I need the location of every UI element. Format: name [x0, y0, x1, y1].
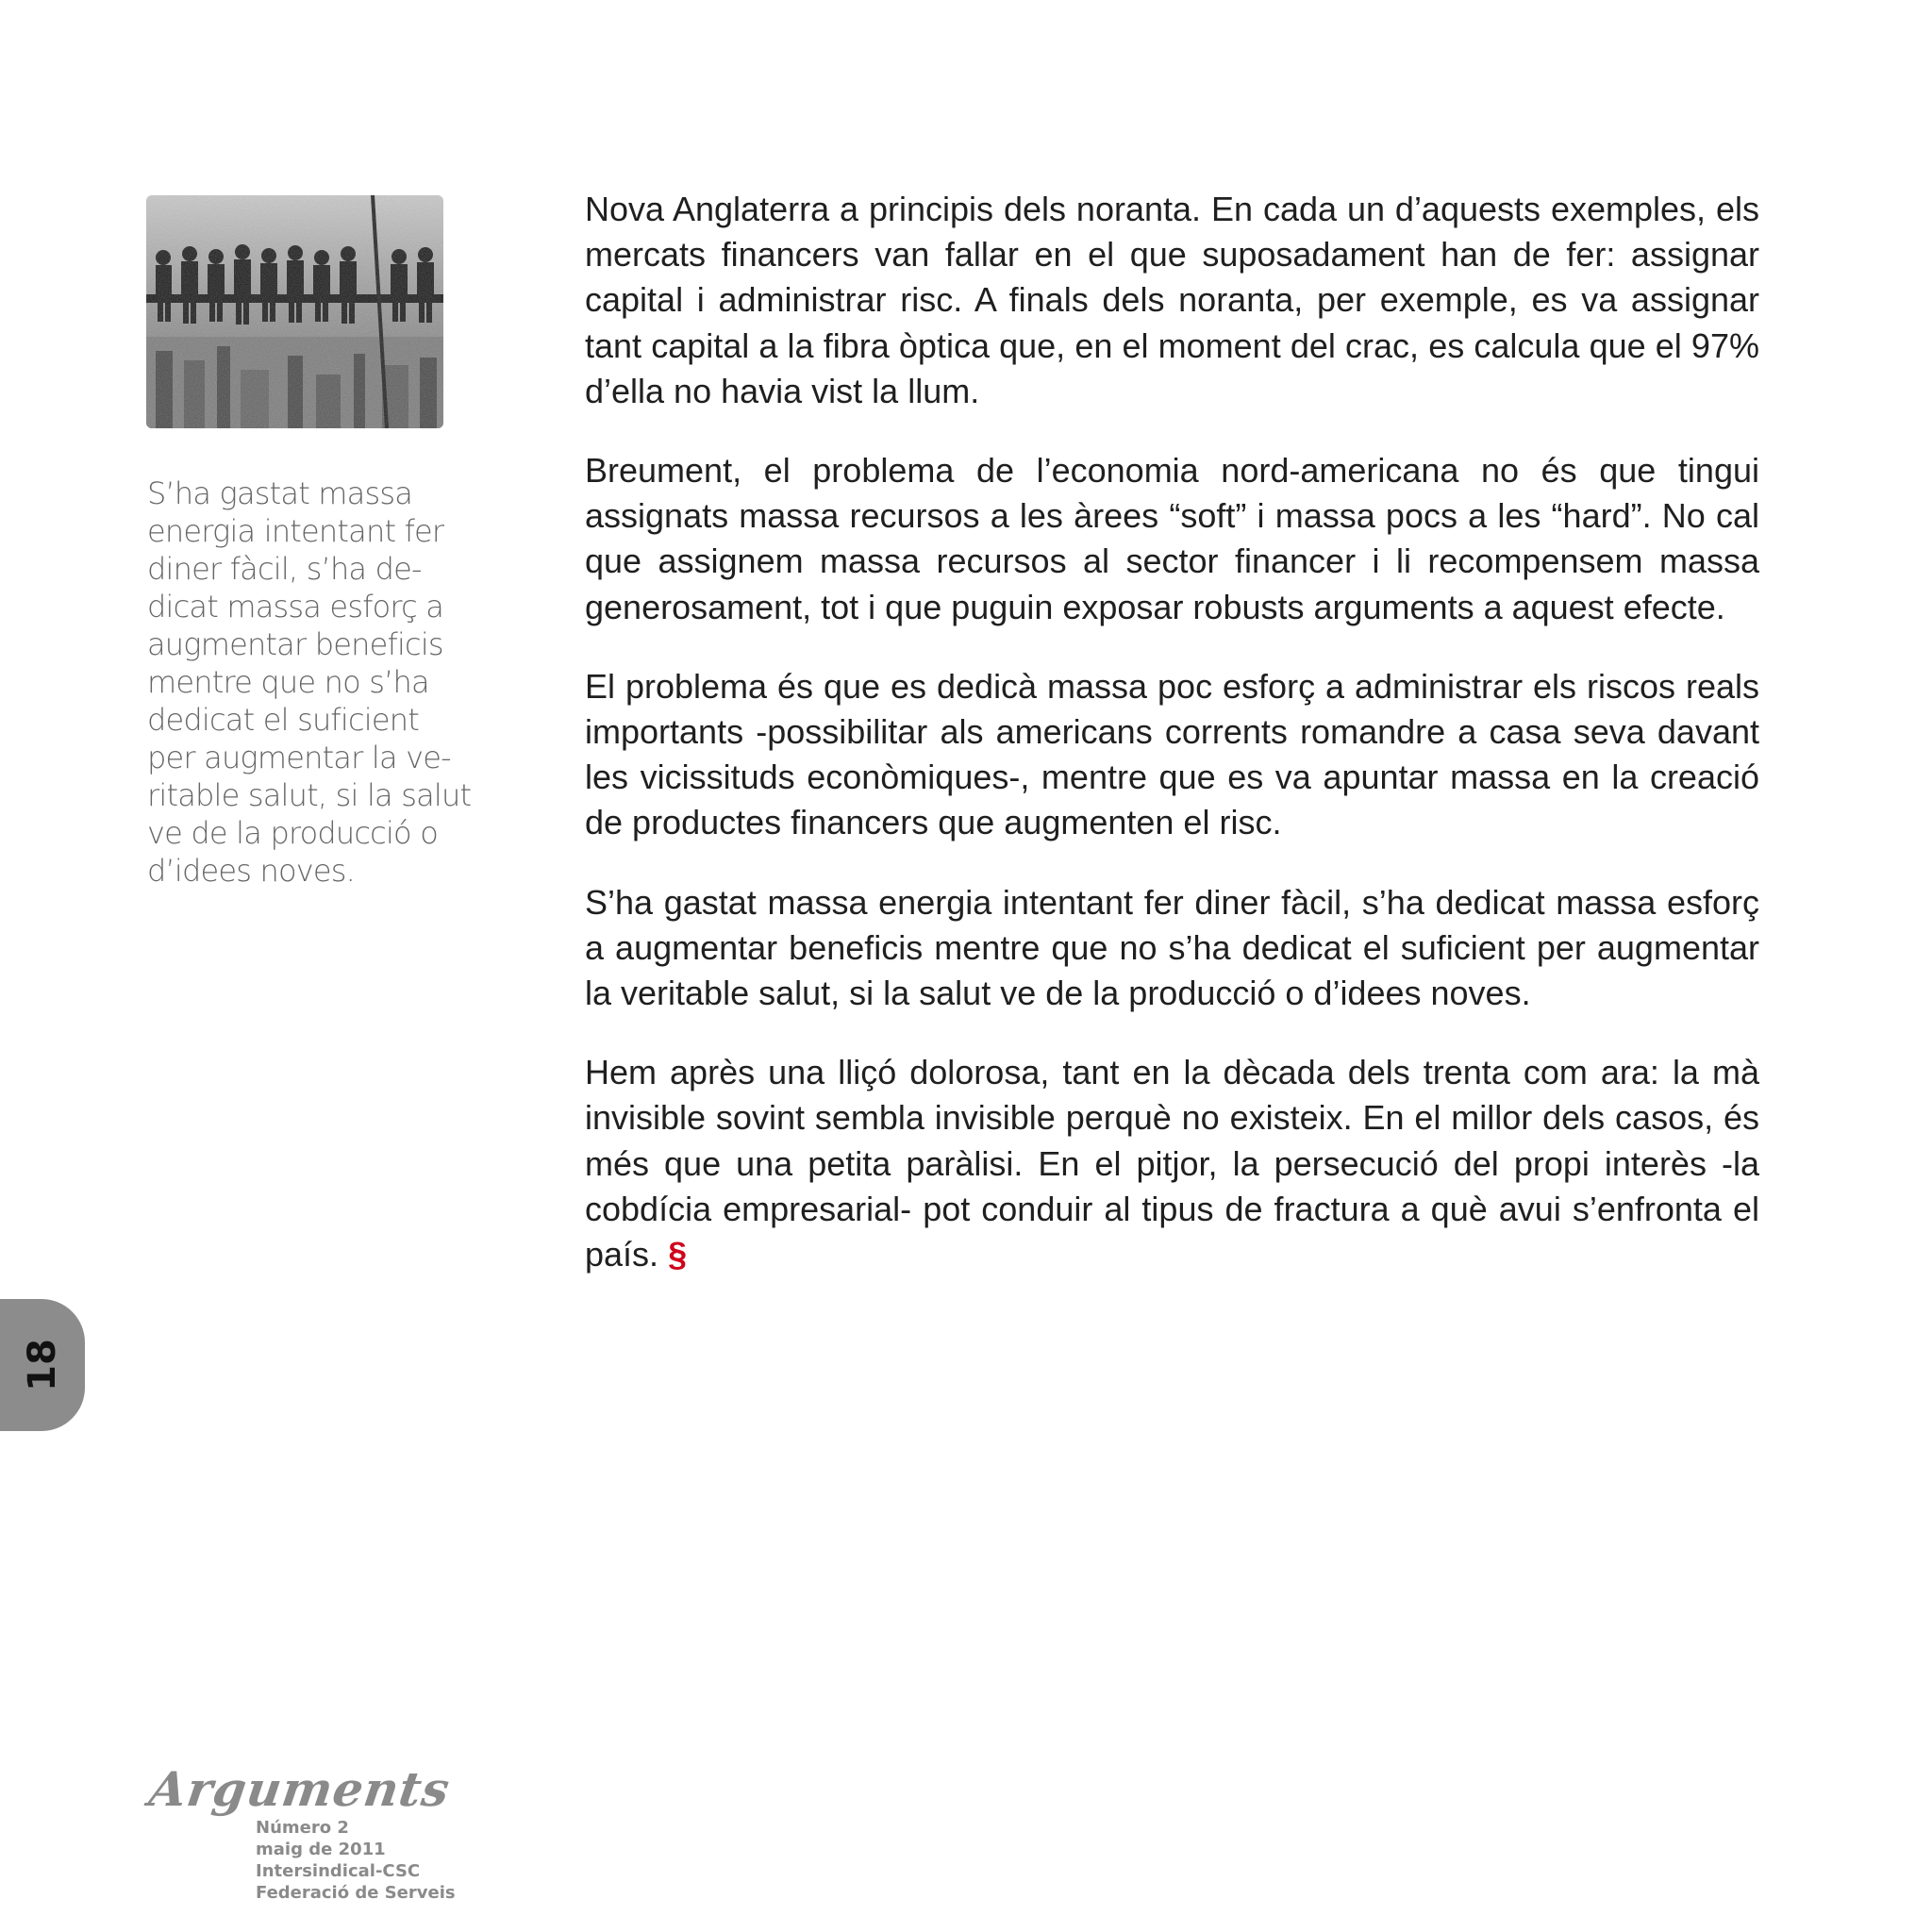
sidebar-pull-quote [147, 475, 472, 890]
issue-line: Intersindical-CSC [256, 1861, 421, 1881]
pull-quote-line: augmentar beneficis [147, 626, 443, 662]
article-paragraph: Nova Anglaterra a principis dels noranta. En cada un d’aquests exemples, els mercats financers van fallar en el que suposadament han de fer: assignar capital i administrar risc. A finals dels noranta, per exemple, es va assignar tant capital a la fibra òptica que, en el moment del crac, es calcula que el 97% d’ella no havia vist la llum. [585, 190, 1759, 410]
page-number-tab [0, 1299, 85, 1431]
pull-quote-line: d’idees noves. [147, 853, 356, 889]
issue-line: Federació de Serveis [256, 1883, 456, 1903]
page-number: 18 [21, 1339, 64, 1391]
arguments-logo: Arguments [145, 1761, 454, 1817]
pull-quote-line: per augmentar la ve- [147, 740, 451, 775]
publication-masthead [145, 1761, 458, 1904]
article-body [585, 187, 1759, 1311]
pull-quote-line: ritable salut, si la salut [147, 777, 472, 813]
issue-line: Número 2 [256, 1818, 349, 1838]
pull-quote-line: mentre que no s’ha [147, 664, 429, 700]
photo-graphic [146, 195, 443, 428]
section-end-mark: § [668, 1235, 688, 1274]
pull-quote-line: energia intentant fer [147, 513, 444, 549]
pull-quote-line: ve de la producció o [147, 815, 438, 851]
article-paragraph-text: Hem après una lliçó dolorosa, tant en la dècada dels trenta com ara: la mà invisible sovint sembla invisible perquè no existeix. En el millor dels casos, és més que una petita paràlisi. En el pitjor, la persecució del propi interès -la cobdícia empresarial- pot conduir al tipus de fractura a què avui s’enfronta el país. [585, 1053, 1759, 1274]
article-paragraph: El problema és que es dedicà massa poc esforç a administrar els riscos reals importants -possibilitar als americans corrents romandre a casa seva davant les vicissituds econòmiques-, mentre que es va apuntar massa en la creació de productes financers que augmenten el risc. [585, 666, 1759, 842]
article-paragraph: S’ha gastat massa energia intentant fer diner fàcil, s’ha dedicat massa esforç a augmentar beneficis mentre que no s’ha dedicat el suficient per augmentar la veritable salut, si la salut ve de la producció o d’idees noves. [585, 882, 1759, 1013]
pull-quote-line: S’ha gastat massa [147, 475, 413, 511]
pull-quote-line: diner fàcil, s’ha de- [147, 551, 422, 587]
article-last-paragraph [585, 1050, 1759, 1277]
workers-on-beam-photo [146, 195, 443, 428]
article-paragraph: Breument, el problema de l’economia nord-americana no és que tingui assignats massa recursos a les àrees “soft” i massa pocs a les “hard”. No cal que assignem massa recursos al sector financer i li recompensem massa generosament, tot i que puguin exposar robusts arguments a aquest efecte. [585, 451, 1759, 626]
pull-quote-line: dedicat el suficient [147, 702, 419, 738]
issue-line: maig de 2011 [256, 1840, 386, 1859]
pull-quote-line: dicat massa esforç a [147, 589, 444, 625]
issue-info [256, 1817, 458, 1904]
